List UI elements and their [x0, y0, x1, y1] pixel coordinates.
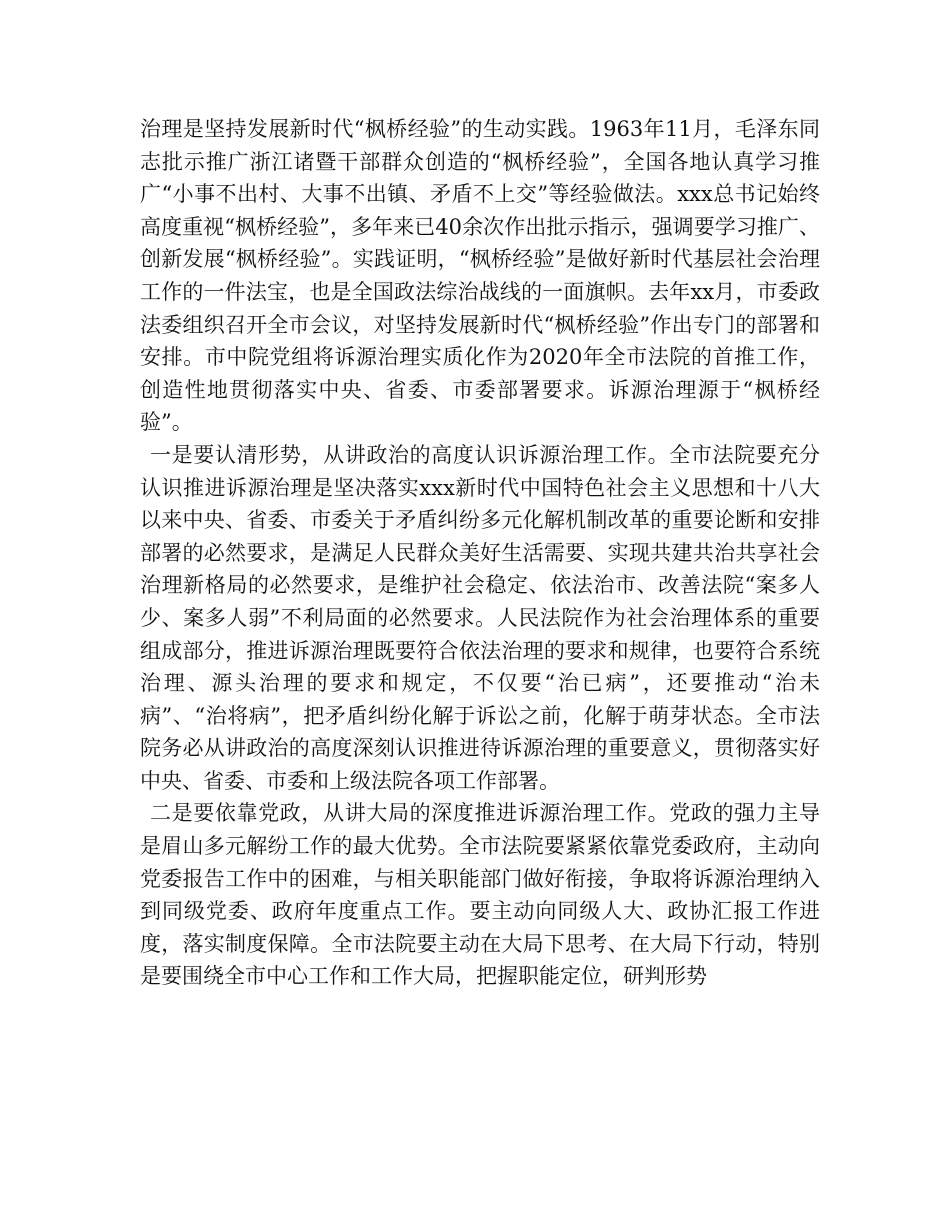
document-page: [140, 113, 820, 993]
paragraph-point-two: 二是要依靠党政，从讲大局的深度推进诉源治理工作。党政的强力主导是眉山多元解纷工作的最大优势。全市法院要紧紧依靠党委政府，主动向党委报告工作中的困难，与相关职能部门做好衔接，争取将诉源治理纳入到同级党委、政府年度重点工作。要主动向同级人大、政协汇报工作进度，落实制度保障。全市法院要主动在大局下思考、在大局下行动，特别是要围绕全市中心工作和工作大局，把握职能定位，研判形势: [140, 801, 820, 989]
paragraph-point-one: 一是要认清形势，从讲政治的高度认识诉源治理工作。全市法院要充分认识推进诉源治理是坚决落实xxx新时代中国特色社会主义思想和十八大以来中央、省委、市委关于矛盾纠纷多元化解机制改革的重要论断和安排部署的必然要求，是满足人民群众美好生活需要、实现共建共治共享社会治理新格局的必然要求，是维护社会稳定、依法治市、改善法院“案多人少、案多人弱”不利局面的必然要求。人民法院作为社会治理体系的重要组成部分，推进诉源治理既要符合依法治理的要求和规律，也要符合系统治理、源头治理的要求和规定，不仅要“治已病”，还要推动“治未病”、“治将病”，把矛盾纠纷化解于诉讼之前，化解于萌芽状态。全市法院务必从讲政治的高度深刻认识推进待诉源治理的重要意义，贯彻落实好中央、省委、市委和上级法院各项工作部署。: [140, 442, 820, 793]
paragraph-fengqiao-experience: 治理是坚持发展新时代“枫桥经验”的生动实践。1963年11月，毛泽东同志批示推广浙江诸暨干部群众创造的“枫桥经验”，全国各地认真学习推广“小事不出村、大事不出镇、矛盾不上交”等经验做法。xxx总书记始终高度重视“枫桥经验”，多年来已40余次作出批示指示，强调要学习推广、创新发展“枫桥经验”。实践证明，“枫桥经验”是做好新时代基层社会治理工作的一件法宝，也是全国政法综治战线的一面旗帜。去年xx月，市委政法委组织召开全市会议，对坚持发展新时代“枫桥经验”作出专门的部署和安排。市中院党组将诉源治理实质化作为2020年全市法院的首推工作，创造性地贯彻落实中央、省委、市委部署要求。诉源治理源于“枫桥经验”。: [140, 117, 820, 435]
